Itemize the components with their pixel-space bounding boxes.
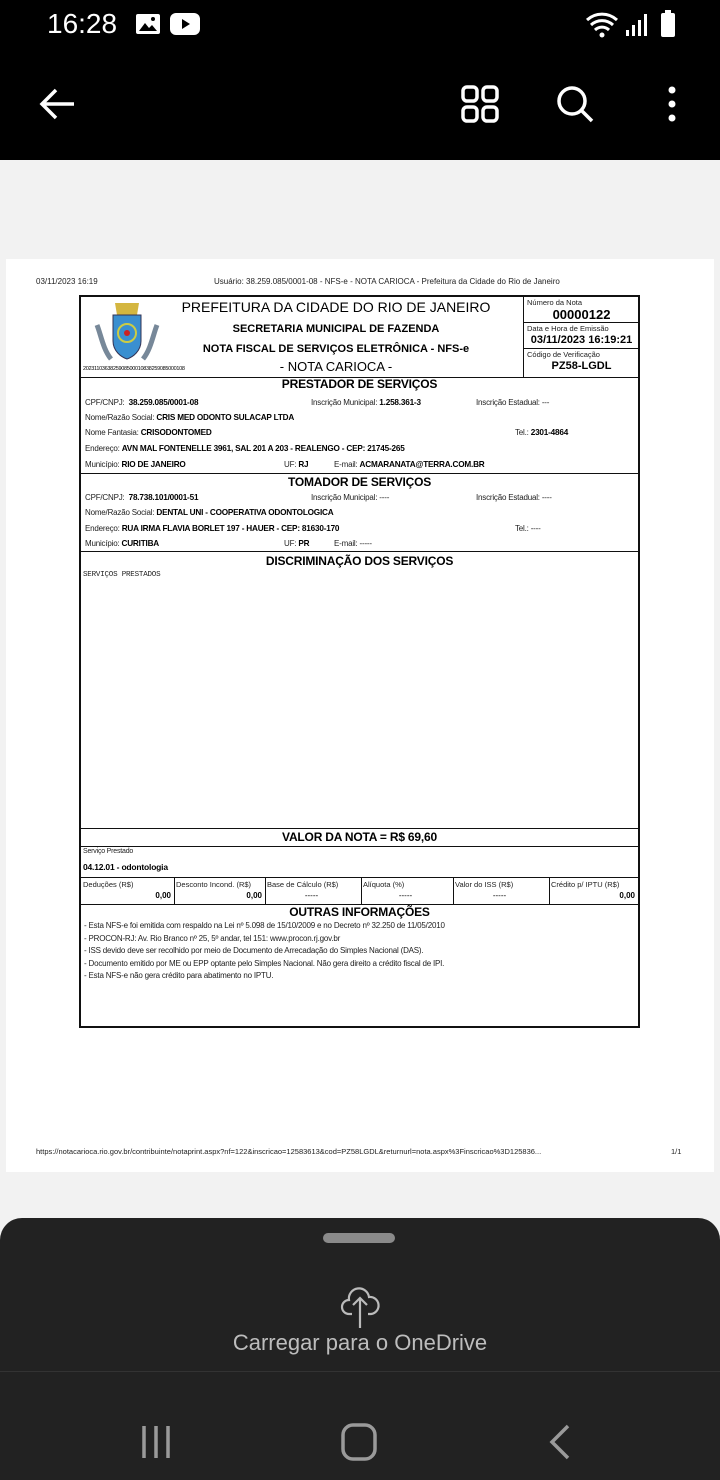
outras-line: - ISS devido deve ser recolhido por meio de Documento de Arrecadação do Simples Nacional (DAS). [84, 946, 424, 955]
valor-value: ----- [304, 891, 319, 900]
valor-value: 0,00 [619, 891, 635, 900]
servico-value: 04.12.01 - odontologia [83, 862, 168, 872]
tomador-cpf: 78.738.101/0001-51 [128, 493, 199, 502]
header-secretaria: SECRETARIA MUNICIPAL DE FAZENDA [232, 323, 440, 335]
print-user-line: Usuário: 38.259.085/0001-08 - NFS-e - NOTA CARIOCA - Prefeitura da Cidade do Rio de Janeiro [214, 277, 560, 286]
search-icon[interactable] [555, 84, 595, 124]
numero-label: Número da Nota [527, 298, 583, 307]
valor-label: Deduções (R$) [83, 880, 134, 889]
grid-view-icon[interactable] [460, 84, 500, 124]
valor-label: Alíquota (%) [363, 880, 405, 889]
tomador-nome: DENTAL UNI - COOPERATIVA ODONTOLOGICA [156, 508, 334, 517]
valor-nota: VALOR DA NOTA = R$ 69,60 [282, 830, 437, 844]
prestador-title: PRESTADOR DE SERVIÇOS [281, 377, 438, 391]
codigo-verificacao: PZ58-LGDL [551, 360, 612, 372]
signal-icon [625, 12, 649, 38]
cloud-upload-icon [339, 1284, 381, 1330]
upload-onedrive-button[interactable] [0, 1278, 720, 1368]
prestador-nome: CRIS MED ODONTO SULACAP LTDA [156, 413, 295, 422]
app-bar [0, 50, 720, 160]
status-bar [0, 0, 720, 50]
outras-line: - Esta NFS-e foi emitida com respaldo na Lei nº 5.098 de 15/10/2009 e no Decreto nº 32.250 de 11/05/2010 [84, 921, 445, 930]
data-emissao: 03/11/2023 16:19:21 [530, 334, 633, 346]
print-datetime: 03/11/2023 16:19 [36, 277, 98, 286]
bottom-sheet [0, 1218, 720, 1480]
valor-value: 0,00 [246, 891, 262, 900]
coat-of-arms-logo [93, 301, 161, 365]
more-vert-icon[interactable] [664, 84, 680, 124]
valor-label: Valor do ISS (R$) [455, 880, 514, 889]
drag-handle[interactable] [323, 1233, 395, 1243]
clock: 16:28 [47, 8, 118, 39]
print-url: https://notacarioca.rio.gov.br/contribuinte/notaprint.aspx?nf=122&inscricao=12583613&cod=PZ58LGDL&returnurl=nota.aspx%3Finscricao%3D125836... [36, 1147, 542, 1156]
barcode-text: 2023110363825908500010838259085000108 [83, 366, 185, 372]
valor-value: ----- [398, 891, 413, 900]
outras-title: OUTRAS INFORMAÇÕES [289, 905, 430, 919]
numero-nota: 00000122 [552, 307, 611, 322]
upload-onedrive-label: Carregar para o OneDrive [232, 1330, 488, 1355]
outras-line: - Documento emitido por ME ou EPP optante pelo Simples Nacional. Não gera direito a crédito fiscal de IPI. [84, 958, 445, 968]
header-nota-carioca: - NOTA CARIOCA - [279, 359, 393, 374]
codigo-label: Código de Verificação [527, 350, 600, 359]
discriminacao-title: DISCRIMINAÇÃO DOS SERVIÇOS [265, 554, 454, 568]
servico-label: Serviço Prestado [83, 848, 134, 855]
home-icon[interactable] [340, 1422, 378, 1462]
header-nfse: NOTA FISCAL DE SERVIÇOS ELETRÔNICA - NFS-e [202, 343, 470, 355]
wifi-icon [585, 10, 621, 38]
nota-fiscal: 2023110363825908500010838259085000108 PREFEITURA DA CIDADE DO RIO DE JANEIRO SECRETARIA MUNICIPAL DE FAZENDA NOTA FISCAL DE SERVIÇOS ELETRÔNICA - NFS-e - NOTA CARIOCA - Número da Nota 00000122 Data e Hora de Emissão 03/11/2023 16:19:21 Código de Verificação PZ58-LGDL PRESTADOR DE SERVIÇOS CPF/CNPJ: 38.259.085/0001-08 Inscrição Municipal: 1.258.361-3 Inscrição Estadual: --- Nome/Razão Social: CRIS MED ODONTO SULACAP LTDA Nome Fantasia: CRISODONTOMED Tel.: 2301-4864 Endereço: AVN MAL FONTENELLE 3961, SAL 201 A 203 - REALENGO - CEP: 21745-265 Município: RIO DE JANEIRO UF: RJ E-mail: ACMARANATA@TERRA.COM.BR TOMADOR DE SERVIÇOS CPF/CNPJ: 78.738.101/0001-51 Inscrição Municipal: ---- Inscrição Estadual: ---- Nome/Razão Social: DENTAL UNI - COOPERATIVA ODONTOLOGICA Endereço: RUA IRMA FLAVIA BORLET 197 - HAUER - CEP: 81630-170 Tel.: ---- Município: CURITIBA UF: PR E-mail: ----- DISCRIMINAÇÃO DOS SERVIÇOS SERVIÇOS PRESTADOS VALOR DA NOTA = R$ 69,60 Serviço Prestado 04.12.01 - odontologia Deduções (R$) 0,00 Desconto Incond. (R$) 0,00 Base de Cálculo (R$) ----- Alíquota (%) ----- Valor do ISS (R$) ----- Crédito p/ IPTU (R$) 0,00 OUTRAS INFORMAÇÕES - Esta NFS-e foi emitida com respaldo na Lei nº 5.098 de 15/10/2009 e no Decreto nº 32.250 de 11/05/2010 - PROCON-RJ: Av. Rio Branco nº 25, 5º andar, tel 151: www.procon.rj.gov.br - ISS devido deve ser recolhido por meio de Documento de Arrecadação do Simples Nacional (DAS). - Documento emitido por ME ou EPP optante pelo Simples Nacional. Não gera direito a crédito fiscal de IPI. - Esta NFS-e não gera crédito para abatimento no IPTU. [79, 295, 640, 1028]
valor-value: ----- [492, 891, 507, 900]
discriminacao-text: SERVIÇOS PRESTADOS [83, 571, 161, 579]
prestador-cpf: 38.259.085/0001-08 [128, 398, 199, 407]
print-page-number: 1/1 [671, 1147, 682, 1156]
valor-label: Base de Cálculo (R$) [267, 880, 339, 889]
gallery-icon [135, 13, 161, 35]
youtube-icon [170, 12, 200, 36]
battery-icon [660, 10, 676, 38]
back-nav-icon[interactable] [548, 1424, 574, 1460]
outras-line: - PROCON-RJ: Av. Rio Branco nº 25, 5º andar, tel 151: www.procon.rj.gov.br [84, 933, 341, 943]
header-prefeitura: PREFEITURA DA CIDADE DO RIO DE JANEIRO [181, 299, 491, 315]
back-arrow-icon[interactable] [38, 86, 76, 122]
recent-apps-icon[interactable] [140, 1424, 176, 1460]
valor-value: 0,00 [155, 891, 171, 900]
data-label: Data e Hora de Emissão [527, 324, 609, 333]
outras-line: - Esta NFS-e não gera crédito para abatimento no IPTU. [84, 971, 274, 980]
tomador-title: TOMADOR DE SERVIÇOS [287, 475, 432, 489]
valor-label: Crédito p/ IPTU (R$) [551, 880, 620, 889]
valor-label: Desconto Incond. (R$) [176, 880, 252, 889]
